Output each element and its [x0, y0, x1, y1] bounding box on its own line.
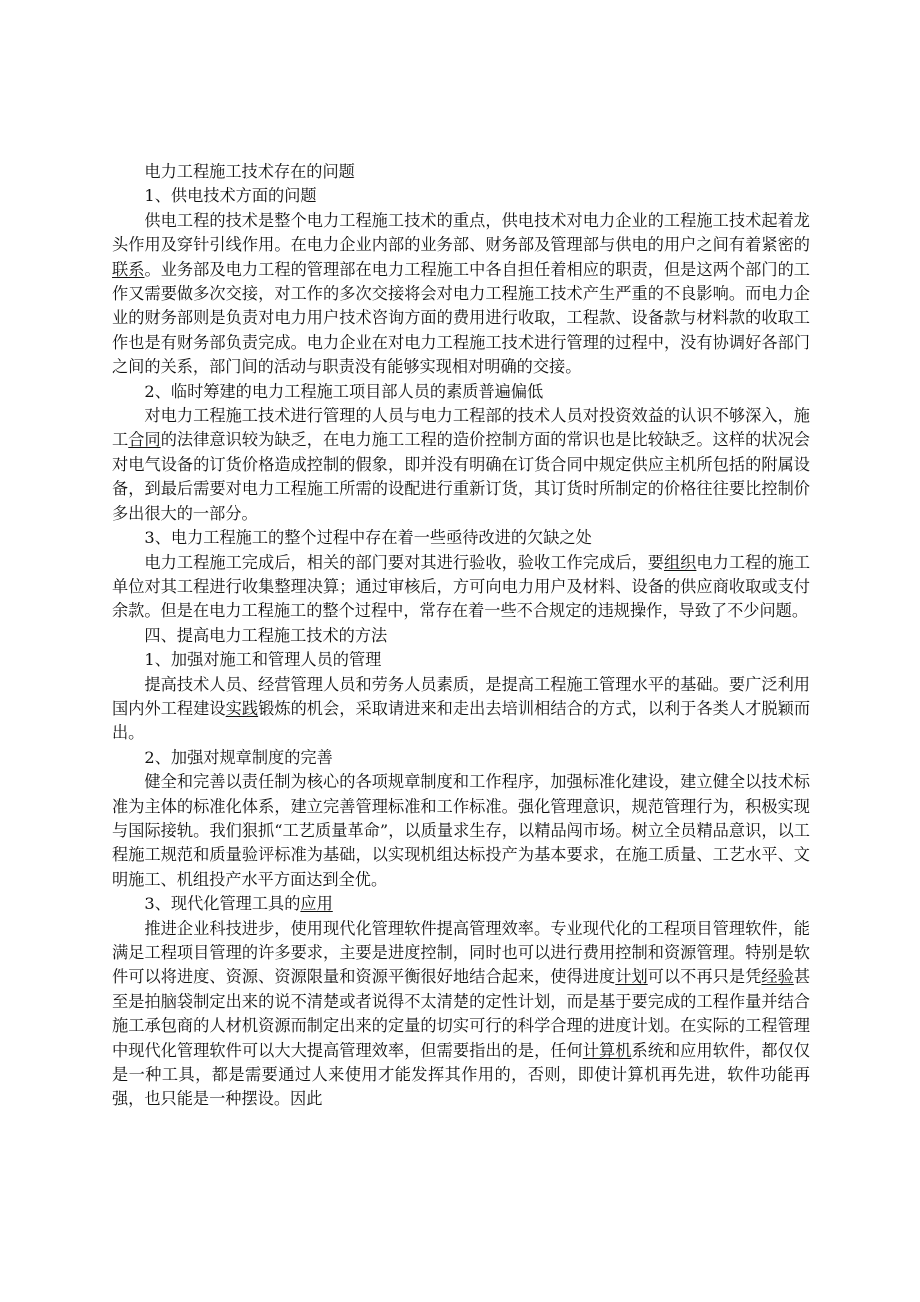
part-4-1-heading: 1、加强对施工和管理人员的管理: [144, 650, 382, 670]
part-4-1-paragraph: 提高技术人员、经营管理人员和劳务人员素质，是提高工程施工管理水平的基础。要广泛利用国内外工程建设实践锻炼的机会，采取请进来和走出去培训相结合的方式，以利于各类人才脱颖而出。: [112, 674, 811, 743]
section-1-heading: 1、供电技术方面的问题: [144, 186, 317, 206]
document-body: [112, 160, 810, 1112]
link-lianxi[interactable]: 联系: [112, 259, 145, 279]
section-3-heading: 3、电力工程施工的整个过程中存在着一些亟待改进的欠缺之处: [144, 528, 592, 548]
part-4-3-paragraph: 推进企业科技进步，使用现代化管理软件提高管理效率。专业现代化的工程项目管理软件，能满足工程项目管理的许多要求，主要是进度控制，同时也可以进行费用控制和资源管理。特别是软件可以将进度、资源、资源限量和资源平衡很好地结合起来，使得进度计划可以不再只是凭经验甚至是拍脑袋制定出来的说不清楚或者说得不太清楚的定性计划，而是基于要完成的工程作量并结合施工承包商的人材机资源而制定出来的定量的切实可行的科学合理的进度计划。在实际的工程管理中现代化管理软件可以大大提高管理效率，但需要指出的是，任何计算机系统和应用软件，都仅仅是一种工具，都是需要通过人来使用才能发挥其作用的，否则，即使计算机再先进，软件功能再强，也只能是一种摆设。因此: [112, 918, 811, 1109]
part-4-title: 四、提高电力工程施工技术的方法: [144, 625, 388, 645]
document-title: 电力工程施工技术存在的问题: [144, 162, 355, 181]
link-zuzhi[interactable]: 组织: [663, 552, 697, 572]
section-2-paragraph: 对电力工程施工技术进行管理的人员与电力工程部的技术人员对投资效益的认识不够深入，施工合同的法律意识较为缺乏，在电力施工工程的造价控制方面的常识也是比较缺乏。这样的状况会对电气设备的订货价格造成控制的假象，即并没有明确在订货合同中规定供应主机所包括的附属设备，到最后需要对电力工程施工所需的设配进行重新订货，其订货时所制定的价格往往要比控制价多出很大的一部分。: [112, 406, 810, 523]
section-3-paragraph: 电力工程施工完成后，相关的部门要对其进行验收，验收工作完成后，要组织电力工程的施工单位对其工程进行收集整理决算；通过审核后，方可向电力用户及材料、设备的供应商收取或支付余款。但是在电力工程施工的整个过程中，常存在着一些不合规定的违规操作，导致了不少问题。: [112, 552, 811, 621]
section-2-heading: 2、临时筹建的电力工程施工项目部人员的素质普遍偏低: [144, 381, 544, 401]
part-4-3-heading: 3、现代化管理工具的应用: [144, 894, 333, 914]
part-4-2-paragraph: 健全和完善以责任制为核心的各项规章制度和工作程序，加强标准化建设，建立健全以技术标准为主体的标准化体系，建立完善管理标准和工作标准。强化管理意识，规范管理行为，积极实现与国际接轨。我们狠抓“工艺质量革命”，以质量求生存，以精品闯市场。树立全员精品意识，以工程施工规范和质量验评标准为基础，以实现机组达标投产为基本要求，在施工质量、工艺水平、文明施工、机组投产水平方面达到全优。: [112, 772, 810, 889]
link-yingyong[interactable]: 应用: [300, 894, 333, 914]
link-hetong[interactable]: 合同: [128, 430, 161, 450]
section-1-paragraph: 供电工程的技术是整个电力工程施工技术的重点，供电技术对电力企业的工程施工技术起着龙头作用及穿针引线作用。在电力企业内部的业务部、财务部及管理部与供电的用户之间有着紧密的联系。业务部及电力工程的管理部在电力工程施工中各自担任着相应的职责，但是这两个部门的工作又需要做多次交接，对工作的多次交接将会对电力工程施工技术产生严重的不良影响。而电力企业的财务部则是负责对电力用户技术咨询方面的费用进行收取，工程款、设备款与材料款的收取工作也是有财务部负责完成。电力企业在对电力工程施工技术进行管理的过程中，没有协调好各部门之间的关系，部门间的活动与职责没有能够实现相对明确的交接。: [112, 210, 810, 377]
link-jihua[interactable]: 计划: [615, 967, 648, 987]
link-jingyan[interactable]: 经验: [761, 967, 794, 987]
link-shijian[interactable]: 实践: [225, 698, 259, 718]
link-jisuanji[interactable]: 计算机: [582, 1040, 632, 1060]
part-4-2-heading: 2、加强对规章制度的完善: [144, 747, 333, 767]
